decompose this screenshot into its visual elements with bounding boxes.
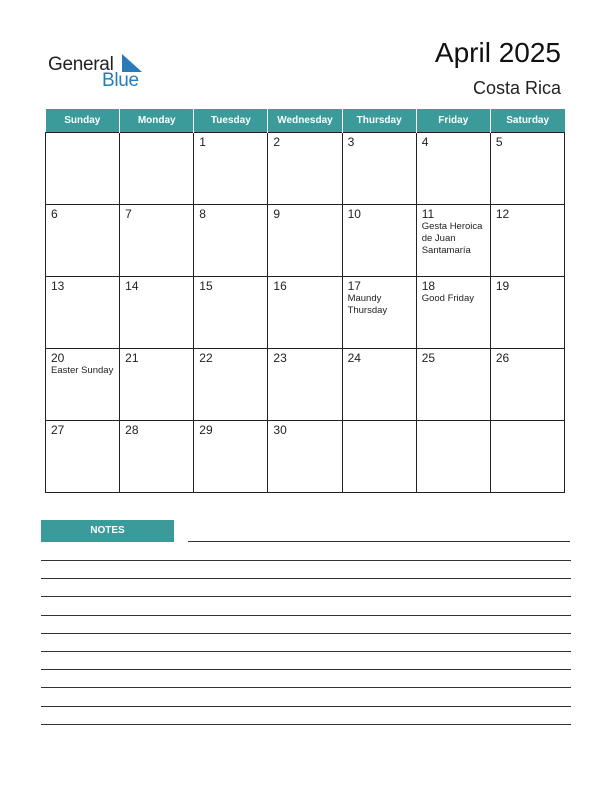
note-line: [41, 596, 571, 597]
day-number: 19: [495, 279, 510, 293]
day-number: 17: [347, 279, 361, 293]
calendar-day-cell: [416, 205, 490, 277]
calendar-day-cell: [342, 277, 416, 349]
day-number: 1: [199, 135, 206, 149]
day-number: 4: [421, 135, 429, 149]
note-line: [41, 633, 571, 634]
calendar-week-row: [46, 421, 565, 493]
calendar-grid: [45, 109, 565, 493]
calendar-day-cell: [194, 205, 268, 277]
note-line: [188, 541, 570, 542]
day-number: 12: [495, 207, 510, 221]
day-number: 26: [495, 351, 510, 365]
weekday-header-row: [46, 109, 565, 133]
notes-header: NOTES: [41, 520, 174, 542]
general-blue-logo: [48, 52, 158, 92]
holiday-label: Maundy Thursday: [347, 293, 388, 316]
calendar-title: April 2025: [434, 37, 561, 68]
logo-text-general: General: [48, 54, 114, 75]
calendar-day-cell: [490, 133, 564, 205]
calendar-day-cell: [194, 133, 268, 205]
calendar-day-cell: [342, 205, 416, 277]
calendar-day-cell: [416, 277, 490, 349]
day-number: 21: [125, 351, 139, 365]
country-name: Costa Rica: [472, 78, 561, 98]
calendar-day-cell: [46, 277, 120, 349]
calendar-day-cell: [194, 277, 268, 349]
day-number: 20: [51, 351, 65, 365]
weekday-saturday: Saturday: [490, 109, 564, 133]
note-line: [41, 706, 571, 707]
weekday-sunday: Sunday: [46, 109, 120, 133]
calendar-day-cell: [120, 421, 194, 493]
calendar-day-cell: [268, 421, 342, 493]
calendar-day-cell: [490, 277, 564, 349]
day-number: 30: [273, 423, 287, 437]
calendar-day-cell: [120, 133, 194, 205]
day-number: 9: [273, 207, 281, 221]
calendar-day-cell: [490, 349, 564, 421]
day-number: 24: [347, 351, 361, 365]
logo-text-blue: Blue: [102, 70, 139, 91]
day-number: 14: [125, 279, 139, 293]
day-number: 28: [125, 423, 139, 437]
calendar-day-cell: [416, 133, 490, 205]
calendar-day-cell: [490, 421, 564, 493]
calendar-day-cell: [46, 349, 120, 421]
day-number: 25: [421, 351, 436, 365]
calendar-day-cell: [120, 205, 194, 277]
note-line: [41, 615, 571, 616]
holiday-label: Easter Sunday: [51, 365, 114, 376]
day-number: 22: [199, 351, 213, 365]
calendar-day-cell: [342, 349, 416, 421]
weekday-thursday: Thursday: [342, 109, 416, 133]
day-number: 29: [199, 423, 213, 437]
weekday-wednesday: Wednesday: [268, 109, 342, 133]
calendar-day-cell: [120, 277, 194, 349]
weekday-monday: Monday: [120, 109, 194, 133]
calendar-week-row: [46, 277, 565, 349]
day-number: 11: [421, 207, 435, 221]
weekday-friday: Friday: [416, 109, 490, 133]
weekday-tuesday: Tuesday: [194, 109, 268, 133]
note-line: [41, 578, 571, 579]
calendar-day-cell: [268, 349, 342, 421]
calendar-day-cell: [46, 133, 120, 205]
calendar-day-cell: [268, 205, 342, 277]
day-number: 23: [273, 351, 287, 365]
note-line: [41, 560, 571, 561]
day-number: 18: [421, 279, 436, 293]
calendar-day-cell: [194, 349, 268, 421]
note-line: [41, 724, 571, 725]
day-number: 2: [273, 135, 281, 149]
calendar-week-row: [46, 349, 565, 421]
calendar-week-row: [46, 133, 565, 205]
calendar-day-cell: [120, 349, 194, 421]
day-number: 10: [347, 207, 361, 221]
day-number: 13: [51, 279, 65, 293]
calendar-day-cell: [342, 133, 416, 205]
note-line: [41, 651, 571, 652]
day-number: 6: [51, 207, 58, 221]
calendar-day-cell: [268, 133, 342, 205]
note-line: [41, 687, 571, 688]
calendar-day-cell: [194, 421, 268, 493]
calendar-day-cell: [342, 421, 416, 493]
calendar-day-cell: [46, 205, 120, 277]
day-number: 16: [273, 279, 287, 293]
day-number: 7: [125, 207, 132, 221]
holiday-label: Good Friday: [421, 293, 474, 304]
day-number: 5: [495, 135, 503, 149]
day-number: 8: [199, 207, 206, 221]
holiday-label: Gesta Heroica de Juan Santamaría: [421, 221, 483, 256]
calendar-day-cell: [268, 277, 342, 349]
note-line: [41, 669, 571, 670]
day-number: 15: [199, 279, 213, 293]
calendar-week-row: [46, 205, 565, 277]
calendar-day-cell: [416, 421, 490, 493]
day-number: 27: [51, 423, 65, 437]
calendar-day-cell: [490, 205, 564, 277]
day-number: 3: [347, 135, 355, 149]
calendar-day-cell: [46, 421, 120, 493]
calendar-day-cell: [416, 349, 490, 421]
